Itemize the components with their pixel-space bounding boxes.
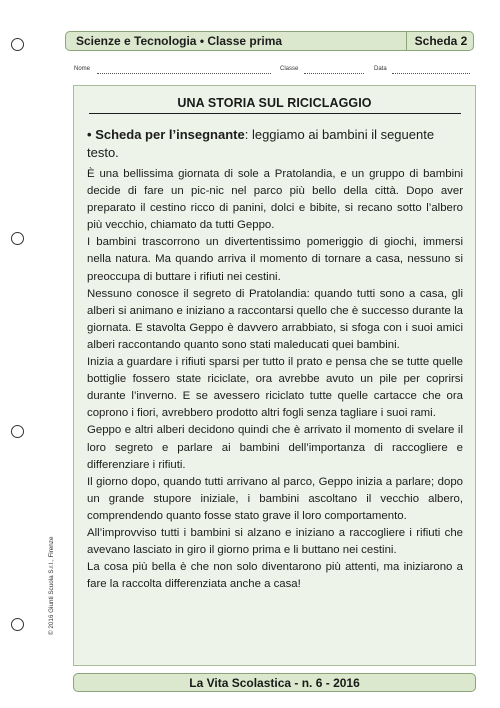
story-paragraph: Nessuno conosce il segreto di Pratolandia: quando tutti sono a casa, gli alberi si animano e iniziano a raccontarsi quello che è successo durante la giornata. E stavolta Geppo è davvero arrabbiato, si sfoga con i suoi amici alberi raccontando quanto sono stati maleducati quei bambini. — [87, 287, 463, 351]
story-paragraph: La cosa più bella è che non solo diventarono più attenti, ma iniziarono a fare la raccolta differenziata anche a casa! — [87, 561, 463, 591]
story-paragraph: Il giorno dopo, quando tutti arrivano al parco, Geppo inizia a parlare; dopo un grande stupore iniziale, i bambini ascoltano il vecchio albero, comprendendo quanto fosse stato grave il loro comportamento. — [87, 475, 463, 522]
class-field[interactable] — [304, 73, 364, 74]
header-divider — [406, 32, 407, 50]
sheet-number: Scheda 2 — [414, 34, 468, 48]
copyright-notice: © 2016 Giunti Scuola S.r.l., Firenze — [48, 536, 55, 635]
teacher-note-text: : leggiamo ai bambini il seguente testo. — [87, 127, 435, 160]
header-bar — [65, 31, 474, 51]
bullet-icon: • — [87, 127, 92, 142]
teacher-note-label: Scheda per l’insegnante — [95, 127, 245, 142]
binder-hole-4 — [11, 618, 24, 631]
story-paragraph: Geppo e altri alberi decidono quindi che è arrivato il momento di svelare il loro segreto e parlare ai bambini dell’importanza di raccogliere e differenziare i rifiuti. — [87, 424, 463, 471]
teacher-note — [87, 126, 463, 162]
magazine-issue: La Vita Scolastica - n. 6 - 2016 — [189, 676, 360, 690]
binder-hole-2 — [11, 232, 24, 245]
story-paragraph: Inizia a guardare i rifiuti sparsi per tutto il prato e pensa che se tutte quelle bottiglie fossero state riciclate, ora avrebbe avuto un pile per coprirsi durante l’inverno. E se avessero riciclato tutte quelle cartacce che ora coprono i fiori, avrebbero prodotto altri fogli senza tagliare i suoi rami. — [87, 356, 463, 420]
story-paragraph: All’improvviso tutti i bambini si alzano e iniziano a raccogliere i rifiuti che avevano lasciato in giro il giorno prima e li buttano nei cestini. — [87, 526, 463, 557]
binder-hole-1 — [11, 38, 24, 51]
student-info-row — [70, 66, 474, 78]
story-paragraph: I bambini trascorrono un divertentissimo pomeriggio di giochi, immersi nella natura. Ma quando arriva il momento di tornare a casa, nessuno si preoccupa di buttare i rifiuti nei cestini. — [87, 236, 463, 283]
story-paragraph: È una bellissima giornata di sole a Pratolandia, e un gruppo di bambini decide di fare un pic-nic nel parco più bello della città. Dopo aver preparato il cestino ricco di panini, dolci e bibite, si recano sotto l’albero più vecchio, chiamato da tutti Geppo. — [87, 168, 463, 232]
title-underline — [89, 113, 461, 114]
name-label: Nome — [74, 66, 91, 72]
page-title: UNA STORIA SUL RICICLAGGIO — [177, 96, 372, 110]
binder-hole-3 — [11, 425, 24, 438]
date-label: Data — [374, 66, 387, 72]
class-label: Classe — [280, 66, 299, 72]
footer-bar — [73, 673, 476, 692]
story-text — [87, 166, 463, 593]
content-box — [73, 85, 476, 666]
subject-title: Scienze e Tecnologia • Classe prima — [76, 34, 283, 48]
name-field[interactable] — [97, 73, 271, 74]
date-field[interactable] — [392, 73, 470, 74]
